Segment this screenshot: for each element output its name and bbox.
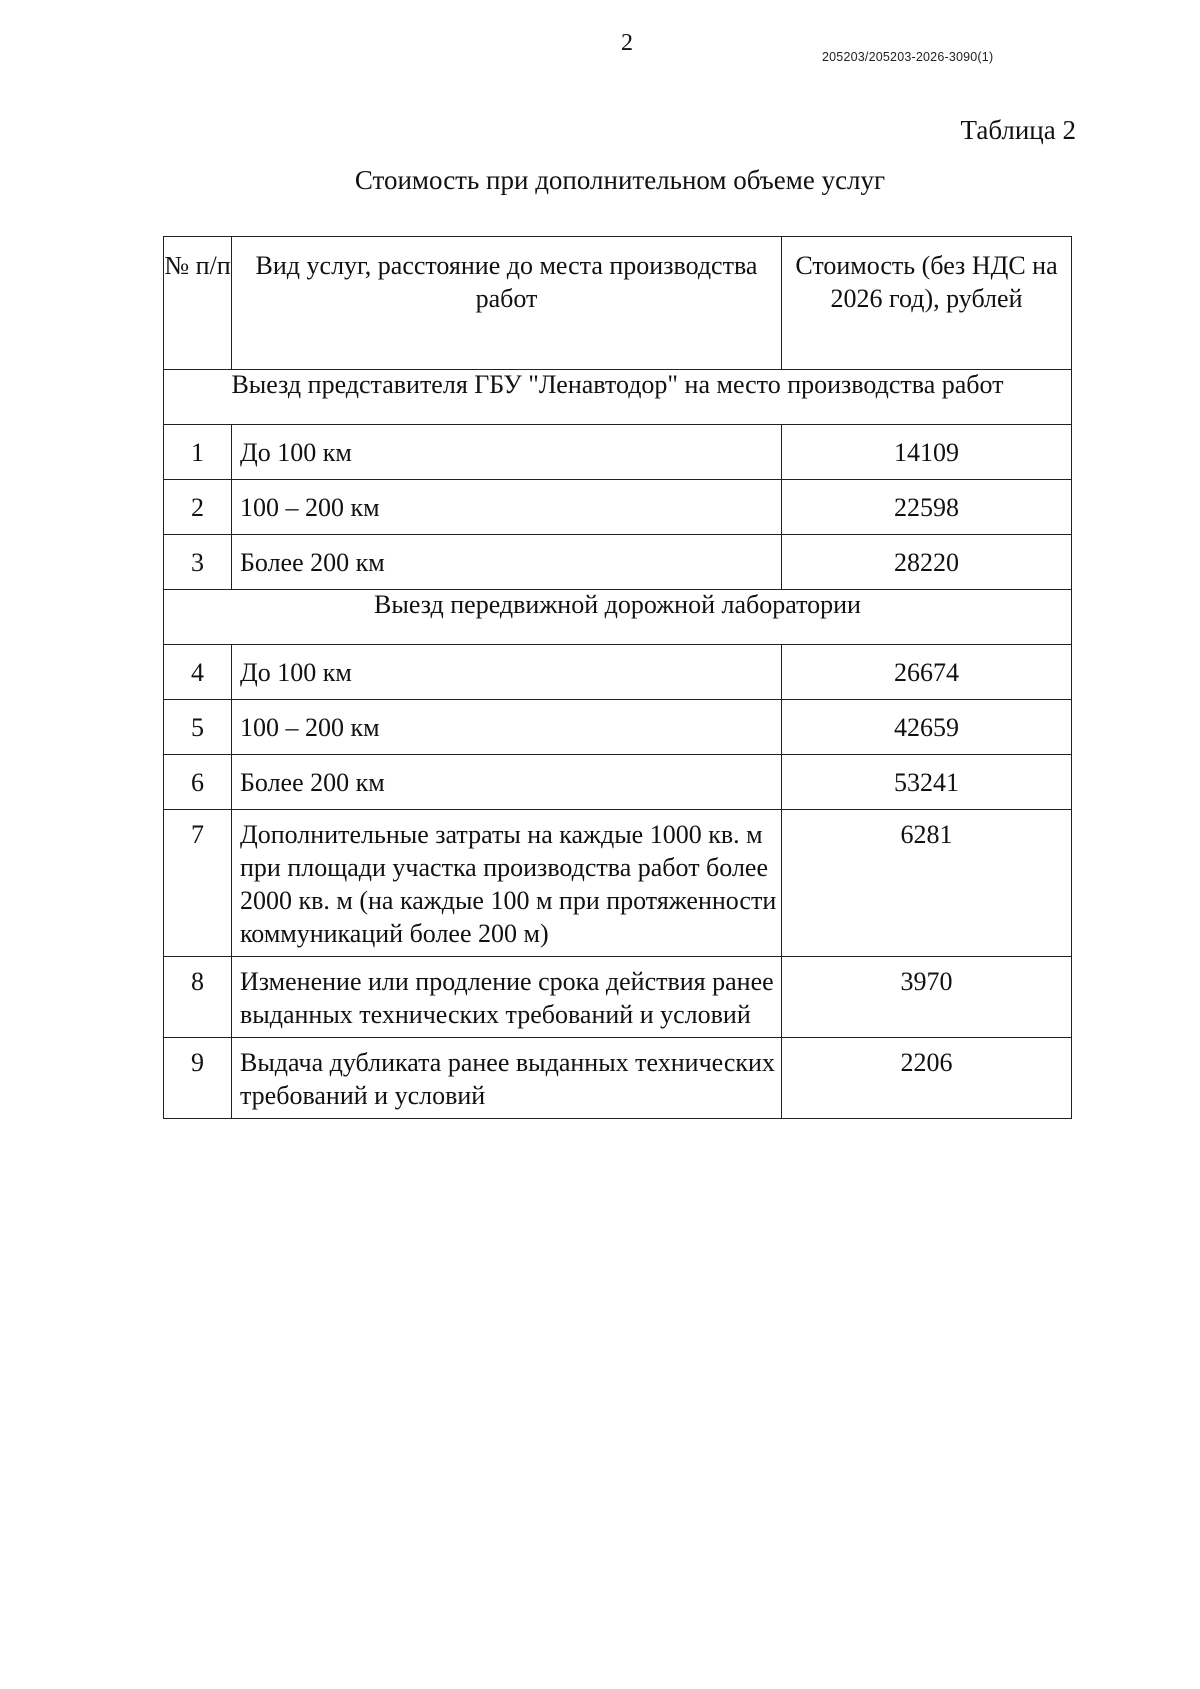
row-number: 7 — [164, 810, 232, 957]
row-number: 2 — [164, 480, 232, 535]
section-row-representative — [164, 370, 1072, 425]
row-service: Более 200 км — [232, 755, 782, 810]
row-service: 100 – 200 км — [232, 700, 782, 755]
row-cost: 14109 — [782, 425, 1072, 480]
row-cost: 6281 — [782, 810, 1072, 957]
price-table — [163, 236, 1072, 1119]
table-row — [164, 645, 1072, 700]
row-number: 3 — [164, 535, 232, 590]
row-number: 5 — [164, 700, 232, 755]
row-number: 8 — [164, 957, 232, 1038]
row-service: Выдача дубликата ранее выданных технических требований и условий — [232, 1038, 782, 1119]
table-row — [164, 700, 1072, 755]
row-cost: 26674 — [782, 645, 1072, 700]
header-service: Вид услуг, расстояние до места производства работ — [232, 237, 782, 370]
row-cost: 28220 — [782, 535, 1072, 590]
header-number: № п/п — [164, 237, 232, 370]
row-number: 1 — [164, 425, 232, 480]
table-row — [164, 480, 1072, 535]
row-cost: 42659 — [782, 700, 1072, 755]
table-row — [164, 810, 1072, 957]
table-title: Стоимость при дополнительном объеме услуг — [354, 165, 886, 195]
row-cost: 22598 — [782, 480, 1072, 535]
row-service: 100 – 200 км — [232, 480, 782, 535]
table-row — [164, 425, 1072, 480]
row-cost: 3970 — [782, 957, 1072, 1038]
row-number: 6 — [164, 755, 232, 810]
header-cost: Стоимость (без НДС на 2026 год), рублей — [782, 237, 1072, 370]
document-id: 205203/205203-2026-3090(1) — [822, 50, 994, 64]
table-row — [164, 755, 1072, 810]
row-cost: 2206 — [782, 1038, 1072, 1119]
row-service: Дополнительные затраты на каждые 1000 кв. м при площади участка производства работ более 2000 кв. м (на каждые 100 м при протяженности коммуникаций более 200 м) — [232, 810, 782, 957]
section-title: Выезд передвижной дорожной лаборатории — [164, 590, 1072, 645]
row-service: До 100 км — [232, 425, 782, 480]
row-cost: 53241 — [782, 755, 1072, 810]
table-row — [164, 1038, 1072, 1119]
row-service: Более 200 км — [232, 535, 782, 590]
row-service: До 100 км — [232, 645, 782, 700]
section-row-laboratory — [164, 590, 1072, 645]
section-title: Выезд представителя ГБУ "Ленавтодор" на место производства работ — [164, 370, 1072, 425]
page-number: 2 — [621, 30, 633, 56]
table-row — [164, 535, 1072, 590]
table-label: Таблица 2 — [960, 115, 1076, 145]
table-row — [164, 957, 1072, 1038]
row-number: 4 — [164, 645, 232, 700]
row-number: 9 — [164, 1038, 232, 1119]
row-service: Изменение или продление срока действия ранее выданных технических требований и условий — [232, 957, 782, 1038]
table-header-row — [164, 237, 1072, 370]
